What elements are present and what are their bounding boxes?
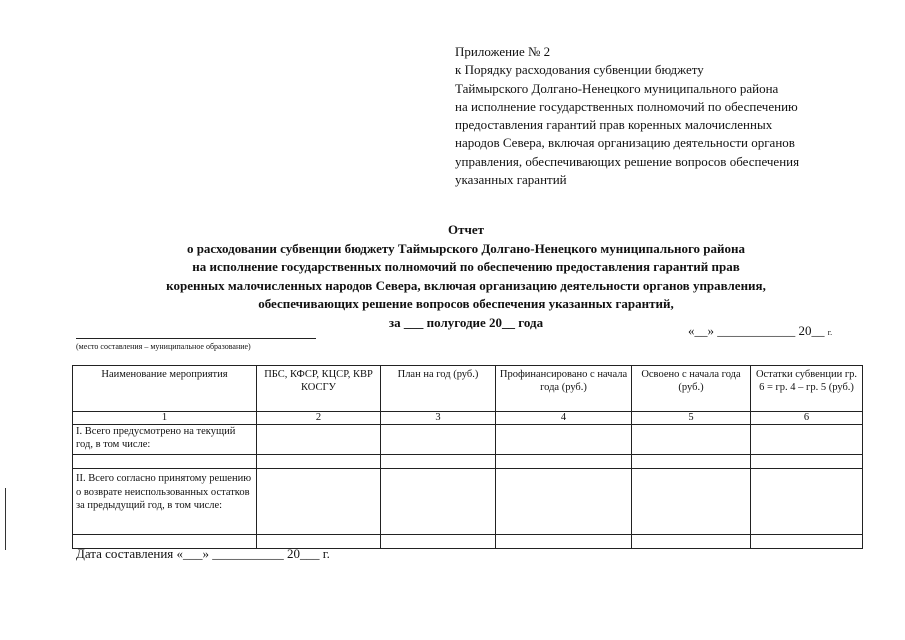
appendix-line: предоставления гарантий прав коренных малочисленных [455, 117, 773, 133]
appendix-line: на исполнение государственных полномочий по обеспечению [455, 98, 798, 114]
table-cell[interactable] [257, 425, 381, 455]
column-header: Наименование мероприятия [73, 366, 257, 412]
table-row [73, 469, 863, 535]
title-line: на исполнение государственных полномочий по обеспечению предоставления гарантий прав [192, 259, 740, 275]
table-cell[interactable] [751, 535, 863, 549]
column-number: 5 [632, 412, 751, 425]
title-line: за ___ полугодие 20__ года [388, 314, 544, 330]
table-cell[interactable] [632, 425, 751, 455]
column-header: Освоено с начала года (руб.) [632, 366, 751, 412]
table-cell[interactable] [751, 455, 863, 469]
title-line: коренных малочисленных народов Севера, включая организацию деятельности органов управления, [166, 277, 766, 293]
table-cell[interactable] [257, 469, 381, 535]
table-cell[interactable] [257, 455, 381, 469]
appendix-line: к Порядку расходования субвенции бюджету [455, 62, 704, 78]
column-number: 4 [496, 412, 632, 425]
row-label-current-year: I. Всего предусмотрено на текущий год, в том числе: [73, 425, 257, 455]
place-underline [76, 338, 316, 339]
table-cell[interactable] [751, 469, 863, 535]
table-cell[interactable] [751, 425, 863, 455]
column-number: 3 [381, 412, 496, 425]
table-cell[interactable] [496, 469, 632, 535]
table-cell[interactable] [496, 455, 632, 469]
title-line: обеспечивающих решение вопросов обеспечения указанных гарантий, [258, 296, 674, 312]
table-cell[interactable] [381, 469, 496, 535]
report-date-suffix: г. [827, 328, 833, 337]
table-cell[interactable] [496, 535, 632, 549]
column-header: Профинансировано с начала года (руб.) [496, 366, 632, 412]
row-label-previous-year: II. Всего согласно принятому решению о возврате неиспользованных остатков за предыдущий год, в том числе: [73, 469, 257, 535]
appendix-line: указанных гарантий [455, 172, 567, 188]
table-cell[interactable] [381, 535, 496, 549]
column-number: 6 [751, 412, 863, 425]
appendix-line: народов Севера, включая организацию деятельности органов [455, 135, 795, 151]
table-cell[interactable] [632, 455, 751, 469]
column-header: План на год (руб.) [381, 366, 496, 412]
report-date-text: «__» ____________ 20__ [688, 323, 825, 338]
report-table [72, 365, 863, 549]
appendix-line: Приложение № 2 [455, 44, 551, 59]
table-cell[interactable] [496, 425, 632, 455]
table-cell[interactable] [381, 455, 496, 469]
title-line: о расходовании субвенции бюджету Таймырского Долгано-Ненецкого муниципального района [186, 240, 746, 256]
report-title [0, 221, 905, 333]
table-cell[interactable] [73, 455, 257, 469]
place-caption: (место составления – муниципальное образование) [76, 342, 251, 351]
table-row [73, 425, 863, 455]
report-date [688, 323, 832, 339]
column-number: 1 [73, 412, 257, 425]
table-cell[interactable] [632, 535, 751, 549]
column-number: 2 [257, 412, 381, 425]
title-line: Отчет [448, 222, 484, 237]
table-cell[interactable] [381, 425, 496, 455]
appendix-block [455, 43, 895, 189]
scan-artifact-line [5, 488, 6, 550]
table-cell[interactable] [632, 469, 751, 535]
appendix-line: Таймырского Долгано-Ненецкого муниципального района [455, 80, 779, 96]
compilation-date: Дата составления «___» ___________ 20___ г. [76, 546, 330, 561]
table-row-empty [73, 455, 863, 469]
table-header-row [73, 366, 863, 412]
column-header: Остатки субвенции гр. 6 = гр. 4 – гр. 5 (руб.) [751, 366, 863, 412]
column-number-row [73, 412, 863, 425]
appendix-line: управления, обеспечивающих решение вопросов обеспечения [455, 153, 800, 169]
column-header: ПБС, КФСР, КЦСР, КВР КОСГУ [257, 366, 381, 412]
